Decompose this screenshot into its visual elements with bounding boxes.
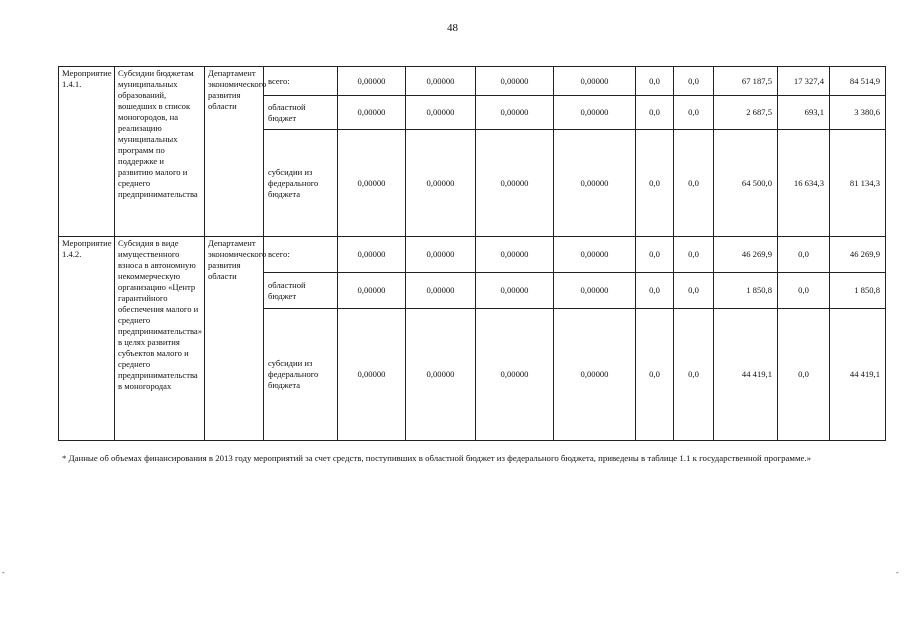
value-cell: 0,00000 bbox=[476, 96, 554, 130]
value-cell: 0,00000 bbox=[338, 130, 406, 237]
value-cell: 0,00000 bbox=[338, 237, 406, 273]
scan-mark-right: - bbox=[896, 568, 899, 577]
value-cell: 0,0 bbox=[636, 67, 674, 96]
source-cell: всего: bbox=[264, 67, 338, 96]
value-cell: 0,00000 bbox=[406, 309, 476, 441]
table-row bbox=[59, 67, 886, 96]
description-cell: Субсидия в виде имущественного взноса в автономную некоммерческую организацию «Центр гарантийного обеспечения малого и среднего предпринимательства» в целях развития субъектов малого и среднего предпринимательства в моногородах bbox=[115, 237, 205, 441]
value-cell: 3 380,6 bbox=[830, 96, 886, 130]
value-cell: 0,00000 bbox=[476, 130, 554, 237]
value-cell: 44 419,1 bbox=[830, 309, 886, 441]
value-cell: 0,00000 bbox=[554, 309, 636, 441]
value-cell: 0,00000 bbox=[554, 96, 636, 130]
value-cell: 0,00000 bbox=[554, 237, 636, 273]
source-cell: субсидии из федерального бюджета bbox=[264, 309, 338, 441]
value-cell: 0,0 bbox=[674, 67, 714, 96]
value-cell: 0,00000 bbox=[338, 309, 406, 441]
value-cell: 17 327,4 bbox=[778, 67, 830, 96]
value-cell: 2 687,5 bbox=[714, 96, 778, 130]
source-cell: всего: bbox=[264, 237, 338, 273]
value-cell: 46 269,9 bbox=[830, 237, 886, 273]
value-cell: 0,0 bbox=[674, 273, 714, 309]
measure-cell: Мероприятие 1.4.1. bbox=[59, 67, 115, 237]
value-cell: 0,0 bbox=[778, 309, 830, 441]
value-cell: 0,0 bbox=[674, 96, 714, 130]
executor-cell: Департамент экономического развития области bbox=[205, 237, 264, 441]
page-number: 48 bbox=[447, 22, 458, 34]
value-cell: 0,00000 bbox=[406, 130, 476, 237]
value-cell: 0,0 bbox=[636, 237, 674, 273]
value-cell: 0,00000 bbox=[338, 67, 406, 96]
description-cell: Субсидии бюджетам муниципальных образований, вошедших в список моногородов, на реализацию муниципальных программ по поддержке и развитию малого и среднего предпринимательства bbox=[115, 67, 205, 237]
value-cell: 0,00000 bbox=[406, 237, 476, 273]
measure-cell: Мероприятие 1.4.2. bbox=[59, 237, 115, 441]
value-cell: 0,00000 bbox=[476, 237, 554, 273]
value-cell: 0,0 bbox=[674, 237, 714, 273]
value-cell: 0,0 bbox=[674, 309, 714, 441]
value-cell: 64 500,0 bbox=[714, 130, 778, 237]
financing-table bbox=[58, 66, 886, 441]
value-cell: 0,0 bbox=[674, 130, 714, 237]
value-cell: 693,1 bbox=[778, 96, 830, 130]
value-cell: 16 634,3 bbox=[778, 130, 830, 237]
value-cell: 0,0 bbox=[636, 130, 674, 237]
value-cell: 81 134,3 bbox=[830, 130, 886, 237]
value-cell: 1 850,8 bbox=[830, 273, 886, 309]
footnote: * Данные об объемах финансирования в 2013 году мероприятий за счет средств, поступивших в областной бюджет из федерального бюджета, приведены в таблице 1.1 к государственной программе.» bbox=[62, 453, 812, 463]
value-cell: 0,00000 bbox=[476, 273, 554, 309]
value-cell: 67 187,5 bbox=[714, 67, 778, 96]
value-cell: 46 269,9 bbox=[714, 237, 778, 273]
value-cell: 44 419,1 bbox=[714, 309, 778, 441]
source-cell: субсидии из федерального бюджета bbox=[264, 130, 338, 237]
executor-cell: Департамент экономического развития области bbox=[205, 67, 264, 237]
value-cell: 0,0 bbox=[636, 273, 674, 309]
scan-mark-left: - bbox=[2, 568, 5, 577]
source-cell: областной бюджет bbox=[264, 273, 338, 309]
value-cell: 1 850,8 bbox=[714, 273, 778, 309]
value-cell: 0,00000 bbox=[338, 96, 406, 130]
value-cell: 0,0 bbox=[636, 309, 674, 441]
value-cell: 0,0 bbox=[778, 273, 830, 309]
value-cell: 0,00000 bbox=[406, 273, 476, 309]
value-cell: 0,00000 bbox=[554, 273, 636, 309]
value-cell: 0,00000 bbox=[476, 67, 554, 96]
table-row bbox=[59, 237, 886, 273]
value-cell: 0,00000 bbox=[406, 67, 476, 96]
value-cell: 0,00000 bbox=[338, 273, 406, 309]
source-cell: областной бюджет bbox=[264, 96, 338, 130]
value-cell: 0,00000 bbox=[476, 309, 554, 441]
value-cell: 0,00000 bbox=[554, 67, 636, 96]
value-cell: 0,00000 bbox=[406, 96, 476, 130]
value-cell: 0,00000 bbox=[554, 130, 636, 237]
value-cell: 0,0 bbox=[778, 237, 830, 273]
value-cell: 0,0 bbox=[636, 96, 674, 130]
value-cell: 84 514,9 bbox=[830, 67, 886, 96]
